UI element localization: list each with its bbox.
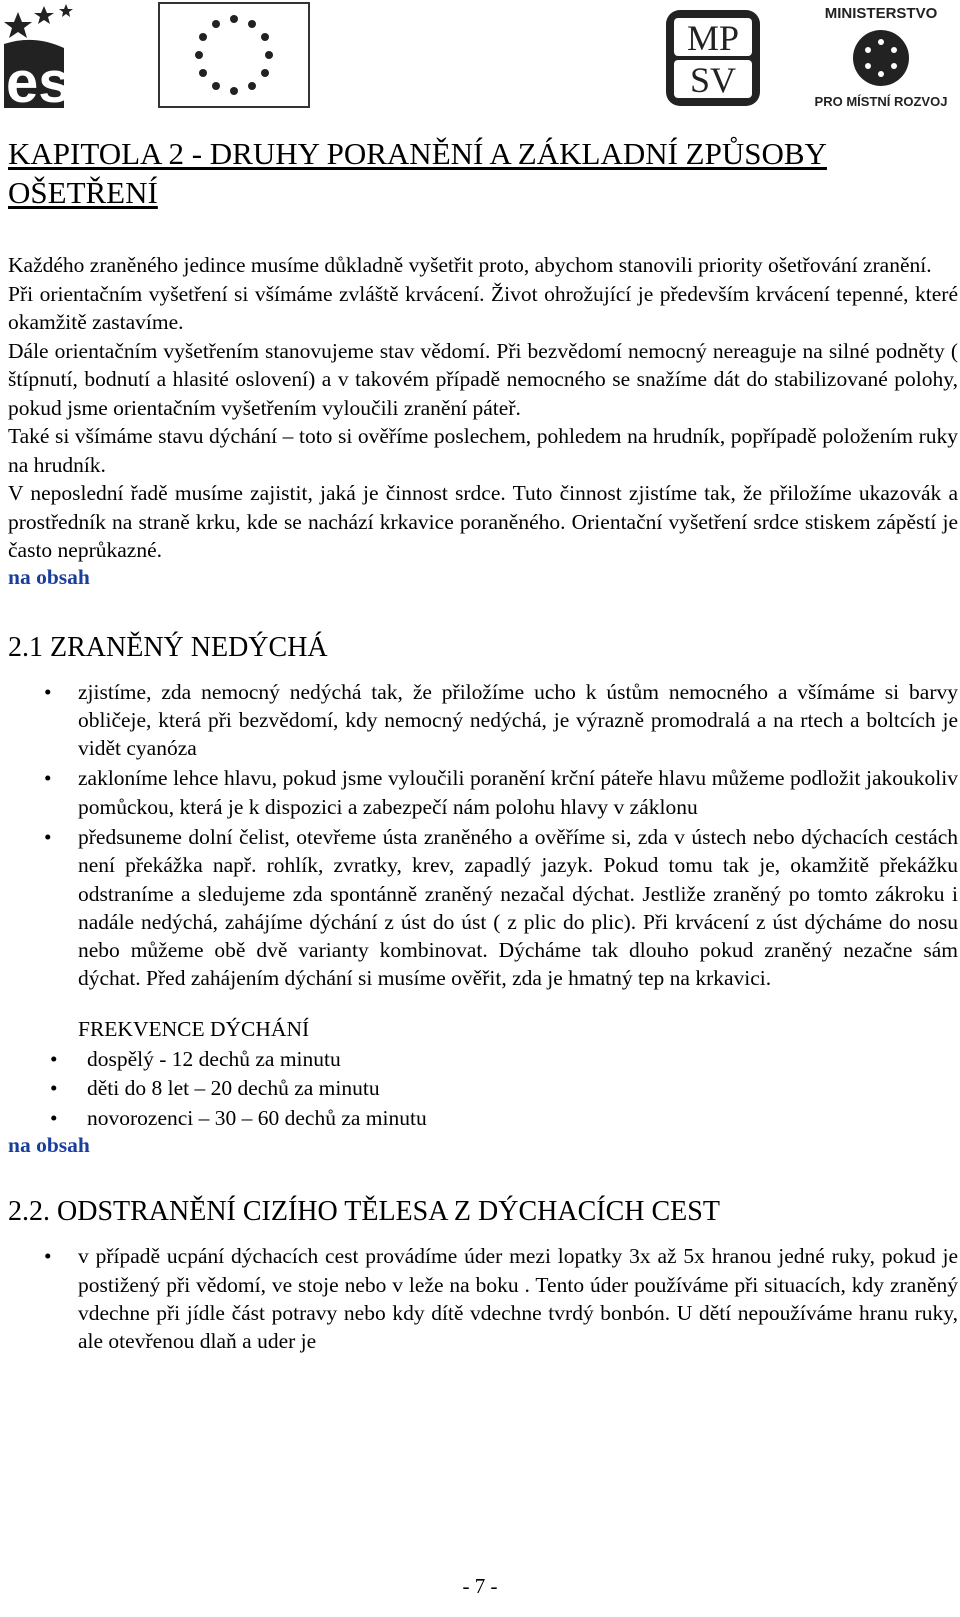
intro-text xyxy=(8,251,958,565)
bullet-icon: • xyxy=(50,1105,58,1130)
svg-text:PRO MÍSTNÍ ROZVOJ: PRO MÍSTNÍ ROZVOJ xyxy=(814,94,948,109)
list-item-text: zakloníme lehce hlavu, pokud jsme vyloučili poranění krční páteře hlavu můžeme podložit jakoukoliv pomůckou, která je k dispozici a zabezpečí nám polohu hlavy v záklonu xyxy=(78,766,958,819)
list-item-text: v případě ucpání dýchacích cest provádíme úder mezi lopatky 3x až 5x hranou jedné ruky, pokud je postižený při vědomí, ve stoje nebo v leže na boku . Tento úder používáme při situacích, kdy zraněný vdechne při jídle část potravy nebo kdy dítě vdechne tvrdý bonbón. U dětí nepoužíváme hranu ruky, ale otevřenou dlaň a uder je xyxy=(78,1244,958,1354)
mmr-logo xyxy=(806,2,956,110)
section-2-1-list xyxy=(8,678,958,993)
section-2-1-title: 2.1 ZRANĚNÝ NEDÝCHÁ xyxy=(8,631,328,663)
list-item-text: novorozenci – 30 – 60 dechů za minutu xyxy=(87,1105,427,1130)
intro-paragraph-1: Každého zraněného jedince musíme důkladně vyšetřit proto, abychom stanovili priority ošetřování zranění. xyxy=(8,253,932,277)
bullet-icon: • xyxy=(44,679,52,704)
esf-logo xyxy=(4,4,122,108)
section-2-2-list xyxy=(8,1242,958,1355)
list-item xyxy=(8,1242,958,1355)
intro-paragraph-4: Také si všímáme stavu dýchání – toto si ověříme poslechem, pohledem na hrudník, popřípadě položením ruky na hrudník. xyxy=(8,424,958,477)
section-2-2-title: 2.2. ODSTRANĚNÍ CIZÍHO TĚLESA Z DÝCHACÍCH CEST xyxy=(8,1196,720,1228)
chapter-title xyxy=(8,134,958,212)
list-item xyxy=(8,678,958,763)
chapter-title-line2: OŠETŘENÍ xyxy=(8,175,158,210)
mpsv-logo xyxy=(664,8,762,108)
intro-paragraph-2: Při orientačním vyšetření si všímáme zvláště krvácení. Život ohrožující je především krvácení tepenné, které okamžitě zastavíme. xyxy=(8,281,958,334)
list-item-text: předsuneme dolní čelist, otevřeme ústa zraněného a ověříme si, zda v ústech nebo dýchacích cestách není překážka např. rohlík, zvratky, krev, zapadlý jazyk. Pokud tomu tak je, okamžitě překážku odstraníme a sledujeme zda spontánně zraněný nezačal dýchat. Jestliže zraněný po tomto zákroku i nadále nedýchá, zahájíme dýchání z úst do úst ( z plic do plic). Při krvácení z úst dýcháme do nosu nebo můžeme obě dvě varianty kombinovat. Dýcháme tak dlouho pokud zraněný nezačne sám dýchat. Před zahájením dýchání si musíme ověřit, zda je hmatný tep na krkavici. xyxy=(78,824,958,991)
list-item xyxy=(8,1074,958,1104)
list-item xyxy=(8,1045,958,1075)
page-number: - 7 - xyxy=(462,1574,498,1598)
bullet-icon: • xyxy=(44,824,52,849)
bullet-icon: • xyxy=(44,1244,52,1269)
intro-paragraph-3-lead: Dále orientačním vyšetřením stanovujeme stav vědomí. xyxy=(8,338,491,363)
document-body xyxy=(8,134,958,1357)
list-item xyxy=(8,823,958,993)
bullet-icon: • xyxy=(44,766,52,791)
list-item-text: děti do 8 let – 20 dechů za minutu xyxy=(87,1076,380,1101)
svg-text:MINISTERSTVO: MINISTERSTVO xyxy=(824,5,938,22)
intro-paragraph-3 xyxy=(8,337,958,423)
chapter-title-line1: KAPITOLA 2 - DRUHY PORANĚNÍ A ZÁKLADNÍ ZPŮSOBY xyxy=(8,136,827,171)
svg-text:SV: SV xyxy=(689,60,737,100)
back-to-contents-link[interactable]: na obsah xyxy=(8,1133,90,1158)
breathing-frequency-list xyxy=(8,1045,958,1134)
svg-text:esf: esf xyxy=(6,50,90,108)
list-item xyxy=(8,1104,958,1134)
bullet-icon: • xyxy=(50,1076,58,1101)
intro-paragraph-3-rest: Při bezvědomí nemocný nereaguje na silné podněty ( štípnutí, bodnutí a hlasité oslovení) a v takovém případě nemocného se snažíme dát do stabilizované polohy, pokud jsme orientačním vyšetřením vyloučili zranění páteř. xyxy=(8,338,958,420)
eu-flag-logo xyxy=(158,2,310,108)
bullet-icon: • xyxy=(50,1046,58,1071)
list-item-text: dospělý - 12 dechů za minutu xyxy=(87,1046,341,1071)
svg-text:MP: MP xyxy=(686,18,740,58)
list-item-text: zjistíme, zda nemocný nedýchá tak, že přiložíme ucho k ústům nemocného a všímáme si barvy obličeje, která při bezvědomí, kdy nemocný nedýchá, je výrazně promodralá a na rtech a boltcích je vidět cyanóza xyxy=(78,679,958,761)
list-item xyxy=(8,764,958,821)
intro-paragraph-5: V neposlední řadě musíme zajistit, jaká je činnost srdce. Tuto činnost zjistíme tak, že přiložíme ukazovák a prostředník na straně krku, kde se nachází krkavice poraněného. Orientační vyšetření srdce stiskem zápěstí je často neprůkazné. xyxy=(8,481,958,562)
back-to-contents-link[interactable]: na obsah xyxy=(8,564,90,589)
breathing-frequency-title: FREKVENCE DÝCHÁNÍ xyxy=(78,1016,310,1041)
header-logos xyxy=(0,0,960,112)
